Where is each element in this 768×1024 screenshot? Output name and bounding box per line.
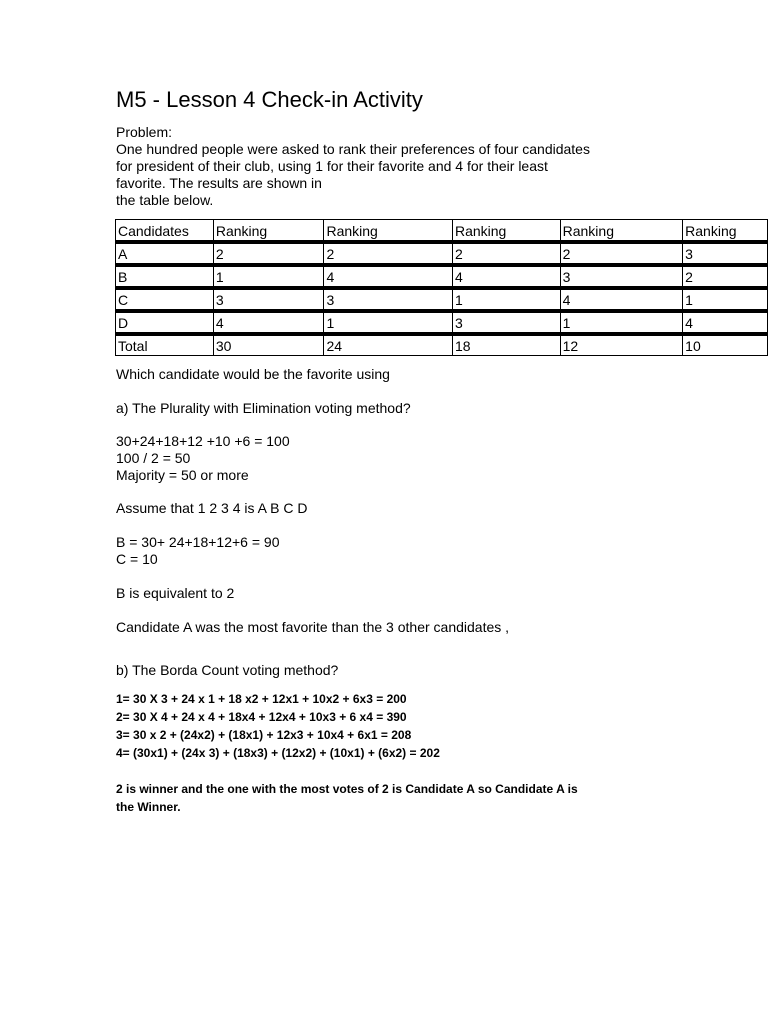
table-header-row [116,220,768,241]
table-row [116,264,768,287]
table-cell: Total [116,333,214,356]
table-cell: C [116,287,214,310]
table-cell: 4 [453,264,561,287]
table-cell: 30 [214,333,325,356]
table-cell: 3 [453,310,561,333]
ranking-table [115,219,768,356]
table-cell: 2 [214,241,325,264]
assumption-text: Assume that 1 2 3 4 is A B C D [116,500,308,516]
table-cell: 2 [683,264,768,287]
equivalence-text: B is equivalent to 2 [116,585,235,601]
table-cell: 1 [214,264,325,287]
header-cell: Candidates [116,220,214,241]
problem-line: the table below. [116,192,214,208]
part-a-calc-line: 100 / 2 = 50 [116,450,191,466]
table-cell: 1 [561,310,684,333]
table-cell: 3 [561,264,684,287]
table-row [116,241,768,264]
table-cell: 4 [324,264,453,287]
header-cell: Ranking [453,220,561,241]
header-cell: Ranking [214,220,325,241]
header-cell: Ranking [683,220,768,241]
winner-statement: the Winner. [116,800,181,814]
part-a-conclusion: Candidate A was the most favorite than the 3 other candidates , [116,619,510,635]
question-text: Which candidate would be the favorite using [116,366,390,382]
borda-calc-line: 1= 30 X 3 + 24 x 1 + 18 x2 + 12x1 + 10x2 + 6x3 = 200 [116,692,407,706]
header-cell: Ranking [324,220,453,241]
table-cell: 1 [683,287,768,310]
table-cell: 3 [324,287,453,310]
part-a-bc-line: B = 30+ 24+18+12+6 = 90 [116,534,280,550]
table-row [116,310,768,333]
table-cell: 2 [561,241,684,264]
table-cell: 1 [453,287,561,310]
table-cell: 2 [324,241,453,264]
table-cell: A [116,241,214,264]
problem-line: One hundred people were asked to rank their preferences of four candidates [116,141,590,157]
table-cell: 12 [561,333,684,356]
table-row [116,287,768,310]
borda-calc-line: 4= (30x1) + (24x 3) + (18x3) + (12x2) + (10x1) + (6x2) = 202 [116,746,440,760]
part-a-heading: a) The Plurality with Elimination voting method? [116,400,411,416]
page-title: M5 - Lesson 4 Check-in Activity [116,87,423,112]
table-cell: 18 [453,333,561,356]
table-cell: 3 [214,287,325,310]
part-a-bc-line: C = 10 [116,551,158,567]
part-a-calc-line: Majority = 50 or more [116,467,249,483]
problem-label: Problem: [116,124,173,140]
table-cell: 1 [324,310,453,333]
table-cell: 10 [683,333,768,356]
part-b-heading: b) The Borda Count voting method? [116,662,339,678]
table-cell: 4 [561,287,684,310]
table-cell: 4 [214,310,325,333]
table-cell: 2 [453,241,561,264]
problem-line: for president of their club, using 1 for their favorite and 4 for their least [116,158,548,174]
problem-line: favorite. The results are shown in [116,175,322,191]
part-a-calc-line: 30+24+18+12 +10 +6 = 100 [116,433,290,449]
borda-calc-line: 3= 30 x 2 + (24x2) + (18x1) + 12x3 + 10x4 + 6x1 = 208 [116,728,412,742]
table-cell: 4 [683,310,768,333]
borda-calc-line: 2= 30 X 4 + 24 x 4 + 18x4 + 12x4 + 10x3 + 6 x4 = 390 [116,710,407,724]
table-total-row [116,333,768,356]
problem-statement [116,124,590,209]
table-cell: D [116,310,214,333]
header-cell: Ranking [561,220,684,241]
winner-statement: 2 is winner and the one with the most votes of 2 is Candidate A so Candidate A is [116,782,578,796]
table-cell: B [116,264,214,287]
table-cell: 24 [324,333,453,356]
table-cell: 3 [683,241,768,264]
